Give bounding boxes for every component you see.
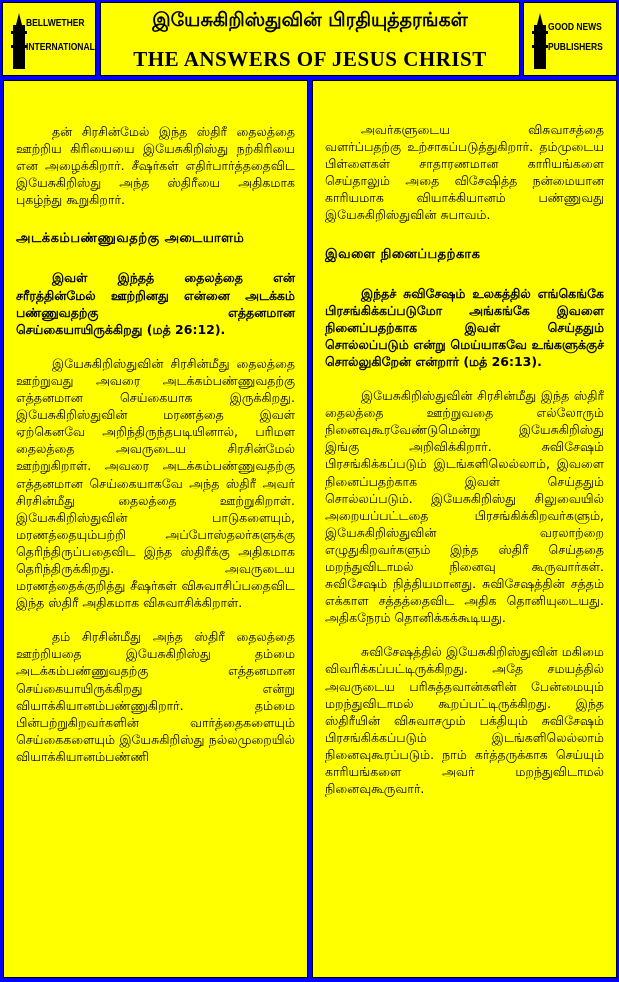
left-verse: இவள் இந்தத் தைலத்தை என் சரீரத்தின்மேல் ஊற்றினது என்னை அடக்கம் பண்ணுவதற்கு எத்தனமான செய்கையாயிருக்கிறது (மத் 26:12). — [16, 270, 295, 337]
bottom-border — [0, 978, 619, 982]
logo-left-line2: INTERNATIONAL — [26, 42, 95, 53]
title-box — [100, 2, 520, 76]
title-english: THE ANSWERS OF JESUS CHRIST — [133, 47, 487, 71]
page-header — [0, 0, 619, 80]
right-paragraph-3: சுவிசேஷத்தில் இயேசுகிறிஸ்துவின் மகிமை விவரிக்கப்பட்டிருக்கிறது. அதே சமயத்தில் அவருடைய பரிசுத்தவான்களின் பேன்மையும் மறந்துவிடாமல் கூறப்பட்டிருக்கிறது. இந்த ஸ்திரீயின் விசுவாசமும் பக்தியும் சுவிசேஷம் பிரசங்கிக்கப்படும் இடங்களிலெல்லாம் நினைவுகூரப்படும். நாம் கர்த்தருக்காக செய்யும் காரியங்களை அவர் மறந்துவிடாமல் நினைவுகூருவார். — [325, 644, 604, 797]
logo-right-line1: GOOD NEWS — [548, 22, 602, 33]
left-heading: அடக்கம்பண்ணுவதற்கு அடையாளம் — [16, 231, 245, 247]
bellwether-logo — [2, 2, 96, 76]
right-paragraph-1: அவர்களுடைய விசுவாசத்தை வளர்ப்பதற்கு உற்சாகப்படுத்துகிறார். தம்முடைய பிள்ளைகள் சாதாரணமான காரியங்களை செய்தாலும் அதை விசேஷித்த நன்மையான காரியமாக வியாக்கியானம் பண்ணுவது இயேசுகிறிஸ்துவின் சுபாவம். — [325, 122, 604, 223]
logo-left-line1: BELLWETHER — [26, 18, 85, 29]
left-paragraph-3: தம் சிரசின்மீது அந்த ஸ்திரீ தைலத்தை ஊற்றியதை இயேசுகிறிஸ்து தம்மை அடக்கம்பண்ணுவதற்கு எத்தனமான செய்கையாயிருக்கிறது என்று வியாக்கியானம்பண்ணுகிறார். தம்மை பின்பற்றுகிறவர்களின் வார்த்தைகளையும் செய்கைகளையும் இயேசுகிறிஸ்து நல்லமுறையில் வியாக்கியானம்பண்ணி — [16, 629, 295, 764]
right-paragraph-2: இயேசுகிறிஸ்துவின் சிரசின்மீது இந்த ஸ்திரீ தைலத்தை ஊற்றுவதை எல்லோரும் நினைவுகூரவேண்டுமென்று இயேசுகிறிஸ்து இங்கு அறிவிக்கிறார். சுவிசேஷம் பிரசங்கிக்கப்படும் இடங்களிலெல்லாம், இவளை நினைப்பதற்காக இவள் செய்ததும் சொல்லப்படும். இயேசுகிறிஸ்து சிலுவையில் அறையப்பட்டதை பிரசங்கிக்கிறவர்களும், இயேசுகிறிஸ்துவின் வரலாற்றை எழுதுகிறவர்களும் இந்த ஸ்திரீ செய்ததை மறந்துவிடாமல் நினைவு கூருவார்கள். சுவிசேஷம் நித்தியமானது. சுவிசேஷத்தின் சத்தம் எக்காள சத்தத்தைவிட அதிக தொனியுடையது. அதிகநேரம் தொனிக்கக்கூடியது. — [325, 388, 604, 626]
left-paragraph-1: தன் சிரசின்மேல் இந்த ஸ்திரீ தைலத்தை ஊற்றிய கிரியையை இயேசுகிறிஸ்து நற்கிரியை என அழைக்கிறார். சீஷர்கள் எதிர்பார்த்ததைவிட இயேசுகிறிஸ்து அந்த ஸ்திரீயை அதிகமாக புகழ்ந்து கூறுகிறார். — [16, 124, 295, 208]
left-paragraph-2: இயேசுகிறிஸ்துவின் சிரசின்மீது தைலத்தை ஊற்றுவது அவரை அடக்கம்பண்ணுவதற்கு எத்தனமான செய்கையாக இருக்கிறது. இயேசுகிறிஸ்துவின் மரணத்தை இவள் ஏற்கெனவே அறிந்திருந்தபடியினால், பரிமள தைலத்தை அவருடைய சிரசின்மேல் ஊற்றுகிறாள். அவரை அடக்கம்பண்ணுவதற்கு எத்தனமான செய்கையாகவே அந்த ஸ்திரீ அவர் சிரசின்மீது தைலத்தை ஊற்றுகிறாள். இயேசுகிறிஸ்துவின் பாடுகளையும், மரணத்தையும்பற்றி அப்போஸ்தலர்களுக்கு தெரிந்திருப்பதைவிட இந்த ஸ்திரீக்கு அதிகமாக தெரிந்திருக்கிறது. அவருடைய மரணத்தைக்குறித்து சீஷர்கள் விசுவாசிப்பதைவிட இந்த ஸ்திரீ அதிகமாக விசுவாசிக்கிறாள். — [16, 355, 295, 611]
tower-logo-icon — [530, 11, 550, 71]
right-column — [312, 80, 617, 978]
title-tamil: இயேசுகிறிஸ்துவின் பிரதியுத்தரங்கள் — [152, 9, 468, 31]
right-verse: இந்தச் சுவிசேஷம் உலகத்தில் எங்கெங்கே பிரசங்கிக்கப்படுமோ அங்கங்கே இவளை நினைப்பதற்காக இவள் செய்ததும் சொல்லப்படும் என்று மெய்யாகவே உங்களுக்குச் சொல்லுகிறேன் என்றார் (மத் 26:13). — [325, 285, 604, 369]
good-news-logo — [523, 2, 617, 76]
right-heading: இவளை நினைப்பதற்காக — [325, 246, 481, 262]
left-column — [3, 80, 308, 978]
logo-right-line2: PUBLISHERS — [548, 42, 603, 53]
